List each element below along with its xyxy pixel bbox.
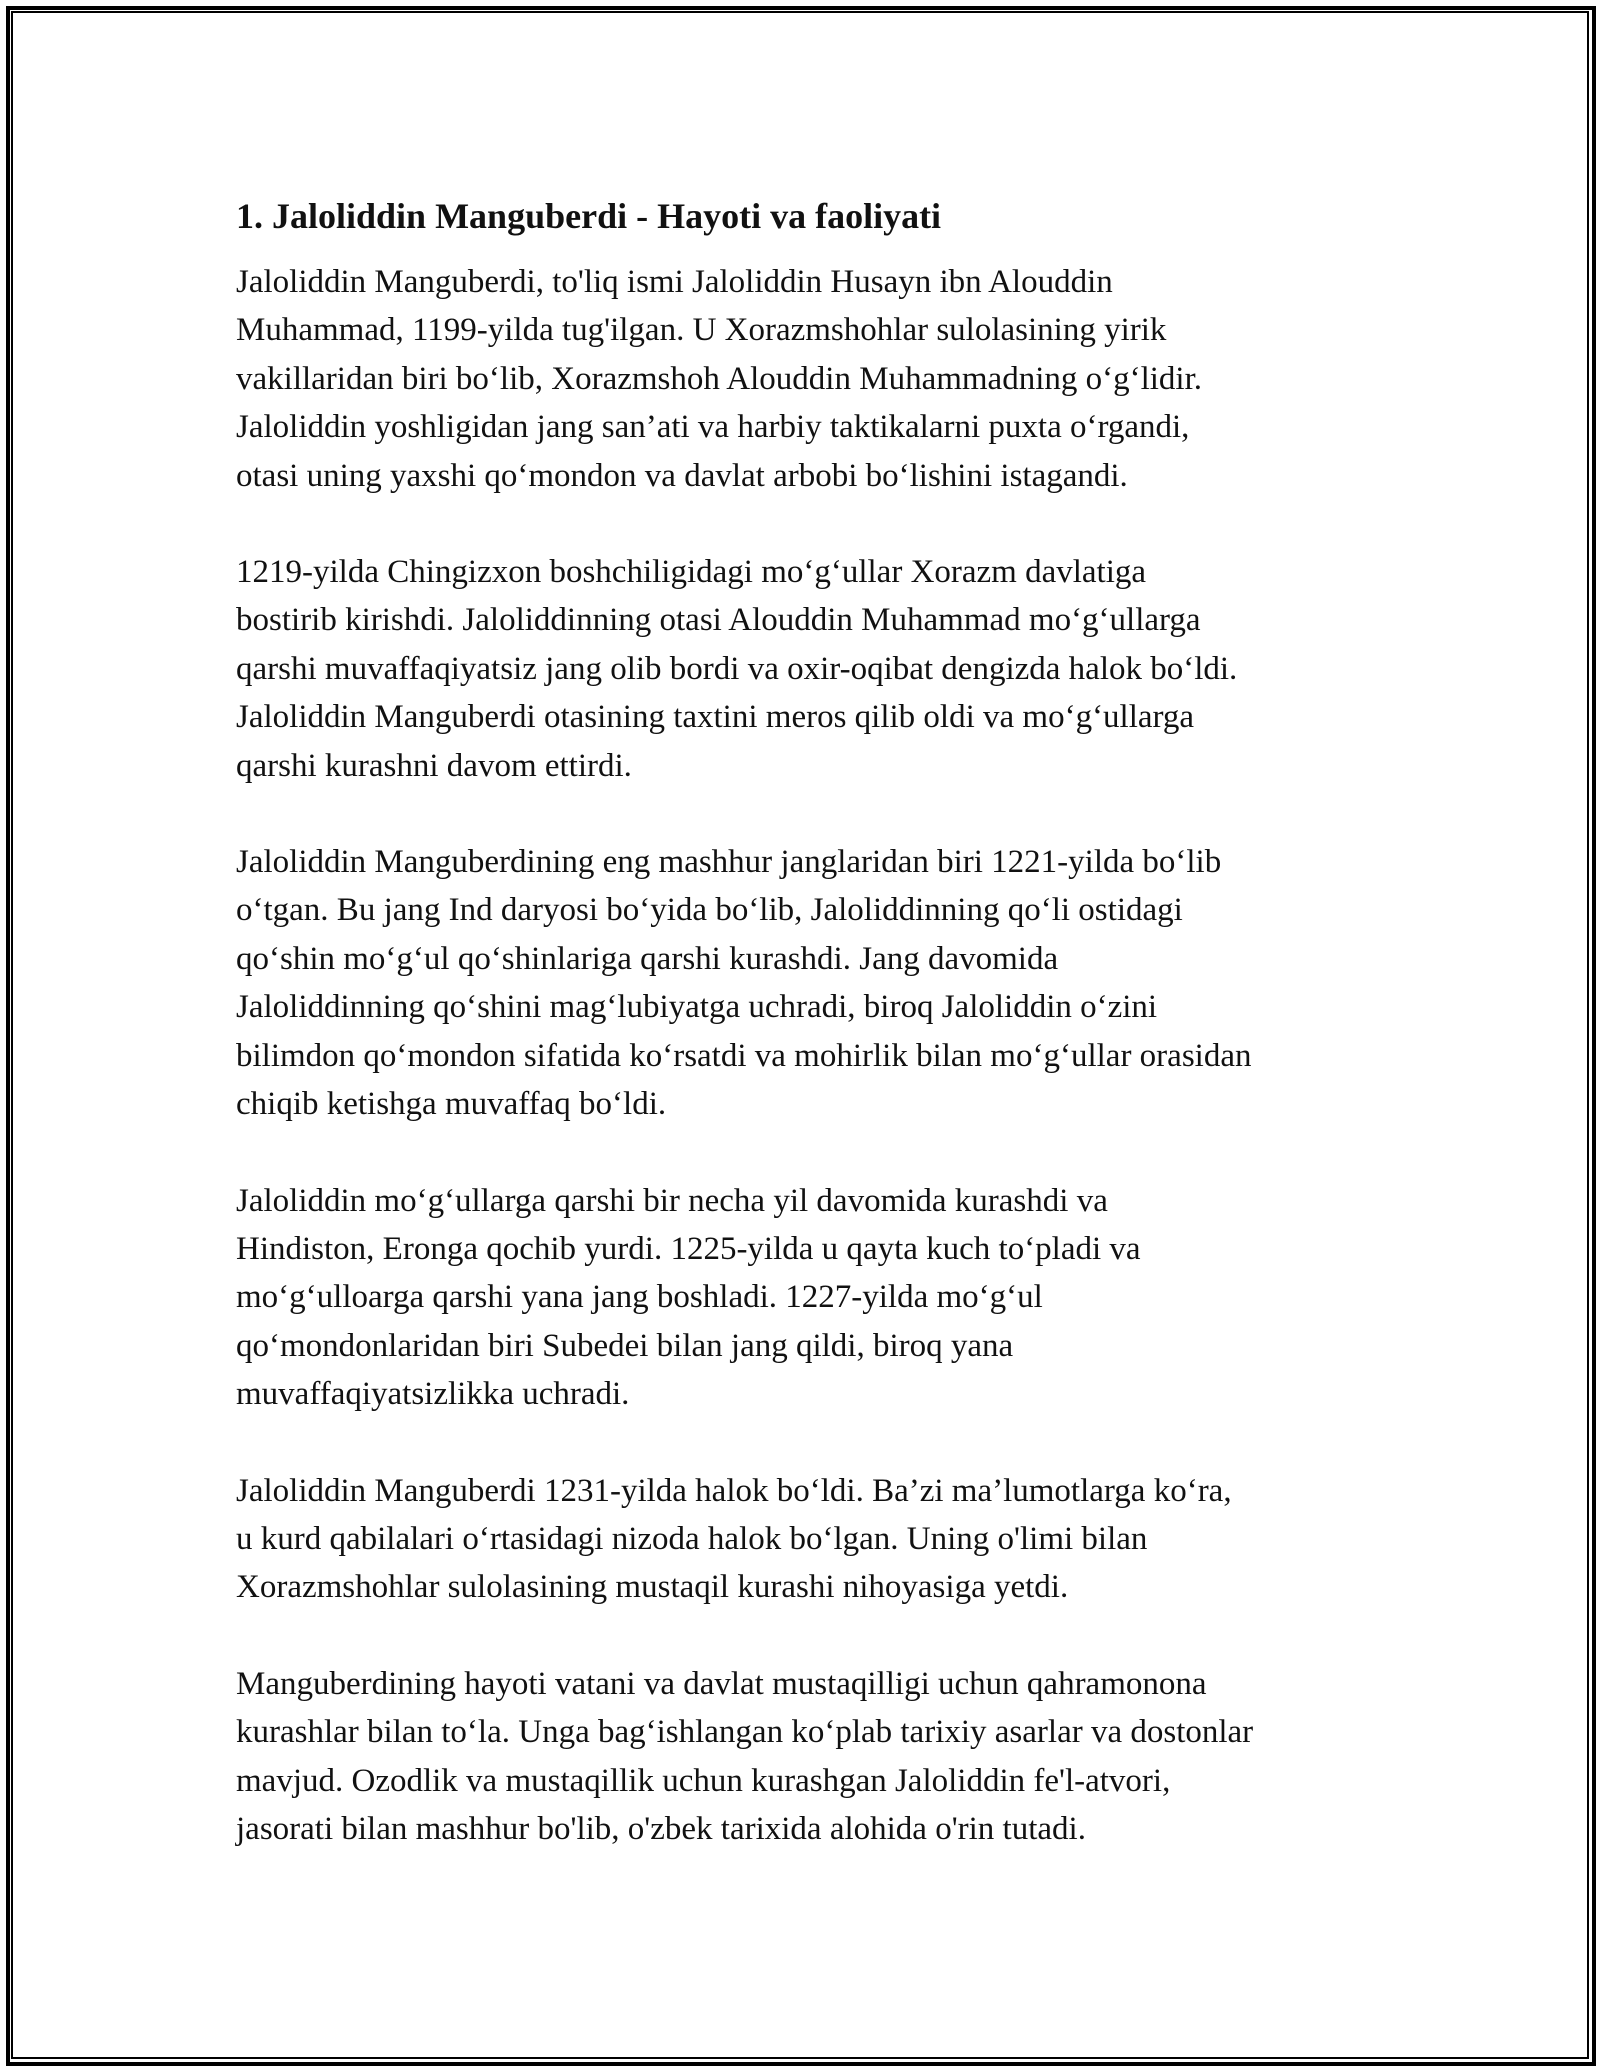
text-line: muvaffaqiyatsizlikka uchradi. [236,1376,630,1413]
text-line: kurashlar bilan to‘la. Unga bag‘ishlangan ko‘plab tarixiy asarlar va dostonlar [236,1714,1254,1751]
text-line: Xorazmshohlar sulolasining mustaqil kurashi nihoyasiga yetdi. [236,1569,1069,1606]
text-line: qo‘shin mo‘g‘ul qo‘shinlariga qarshi kurashdi. Jang davomida [236,940,1059,977]
text-line: Jaloliddin Manguberdi, to'liq ismi Jaloliddin Husayn ibn Alouddin [236,264,1113,300]
paragraph-5 [236,1467,1396,1612]
text-line: Hindiston, Eronga qochib yurdi. 1225-yilda u qayta kuch to‘pladi va [236,1230,1141,1267]
paragraph-1 [236,258,1396,500]
text-line: mavjud. Ozodlik va mustaqillik uchun kurashgan Jaloliddin fe'l-atvori, [236,1762,1171,1799]
text-line: Jaloliddin Manguberdi 1231-yilda halok bo‘ldi. Ba’zi ma’lumotlarga ko‘ra, [236,1472,1232,1509]
text-line: mo‘g‘ulloarga qarshi yana jang boshladi. 1227-yilda mo‘g‘ul [236,1279,1043,1316]
text-line: Jaloliddin Manguberdining eng mashhur janglaridan biri 1221-yilda bo‘lib [236,844,1222,881]
text-line: Muhammad, 1199-yilda tug'ilgan. U Xorazmshohlar sulolasining yirik [236,312,1167,349]
text-line: otasi uning yaxshi qo‘mondon va davlat arbobi bo‘lishini istagandi. [236,457,1128,494]
paragraph-2 [236,548,1396,790]
text-line: 1219-yilda Chingizxon boshchiligidagi mo‘g‘ullar Xorazm davlatiga [236,554,1147,591]
text-line: Jaloliddin mo‘g‘ullarga qarshi bir necha yil davomida kurashdi va [236,1182,1108,1219]
text-line: o‘tgan. Bu jang Ind daryosi bo‘yida bo‘lib, Jaloliddinning qo‘li ostidagi [236,892,1183,929]
text-line: chiqib ketishga muvaffaq bo‘ldi. [236,1086,667,1123]
text-line: vakillaridan biri bo‘lib, Xorazmshoh Alouddin Muhammadning o‘g‘lidir. [236,360,1203,397]
text-line: Manguberdining hayoti vatani va davlat mustaqilligi uchun qahramonona [236,1665,1207,1702]
text-line: qo‘mondonlaridan biri Subedei bilan jang qildi, biroq yana [236,1327,1014,1364]
document-title: 1. Jaloliddin Manguberdi - Hayoti va faoliyati [236,196,942,236]
text-line: jasorati bilan mashhur bo'lib, o'zbek tarixida alohida o'rin tutadi. [236,1810,1086,1847]
text-line: u kurd qabilalari o‘rtasidagi nizoda halok bo‘lgan. Uning o'limi bilan [236,1520,1148,1557]
paragraph-6 [236,1660,1396,1854]
text-line: Jaloliddinning qo‘shini mag‘lubiyatga uchradi, biroq Jaloliddin o‘zini [236,989,1158,1026]
text-line: Jaloliddin yoshligidan jang san’ati va harbiy taktikalarni puxta o‘rgandi, [236,409,1190,446]
text-line: bilimdon qo‘mondon sifatida ko‘rsatdi va mohirlik bilan mo‘g‘ullar orasidan [236,1037,1252,1074]
paragraph-3 [236,838,1396,1128]
text-line: qarshi kurashni davom ettirdi. [236,747,632,784]
text-line: bostirib kirishdi. Jaloliddinning otasi Alouddin Muhammad mo‘g‘ullarga [236,602,1201,639]
document-body [236,188,1396,1901]
text-line: Jaloliddin Manguberdi otasining taxtini meros qilib oldi va mo‘g‘ullarga [236,699,1195,736]
text-line: qarshi muvaffaqiyatsiz jang olib bordi va oxir-oqibat dengizda halok bo‘ldi. [236,650,1238,687]
paragraph-4 [236,1177,1396,1419]
